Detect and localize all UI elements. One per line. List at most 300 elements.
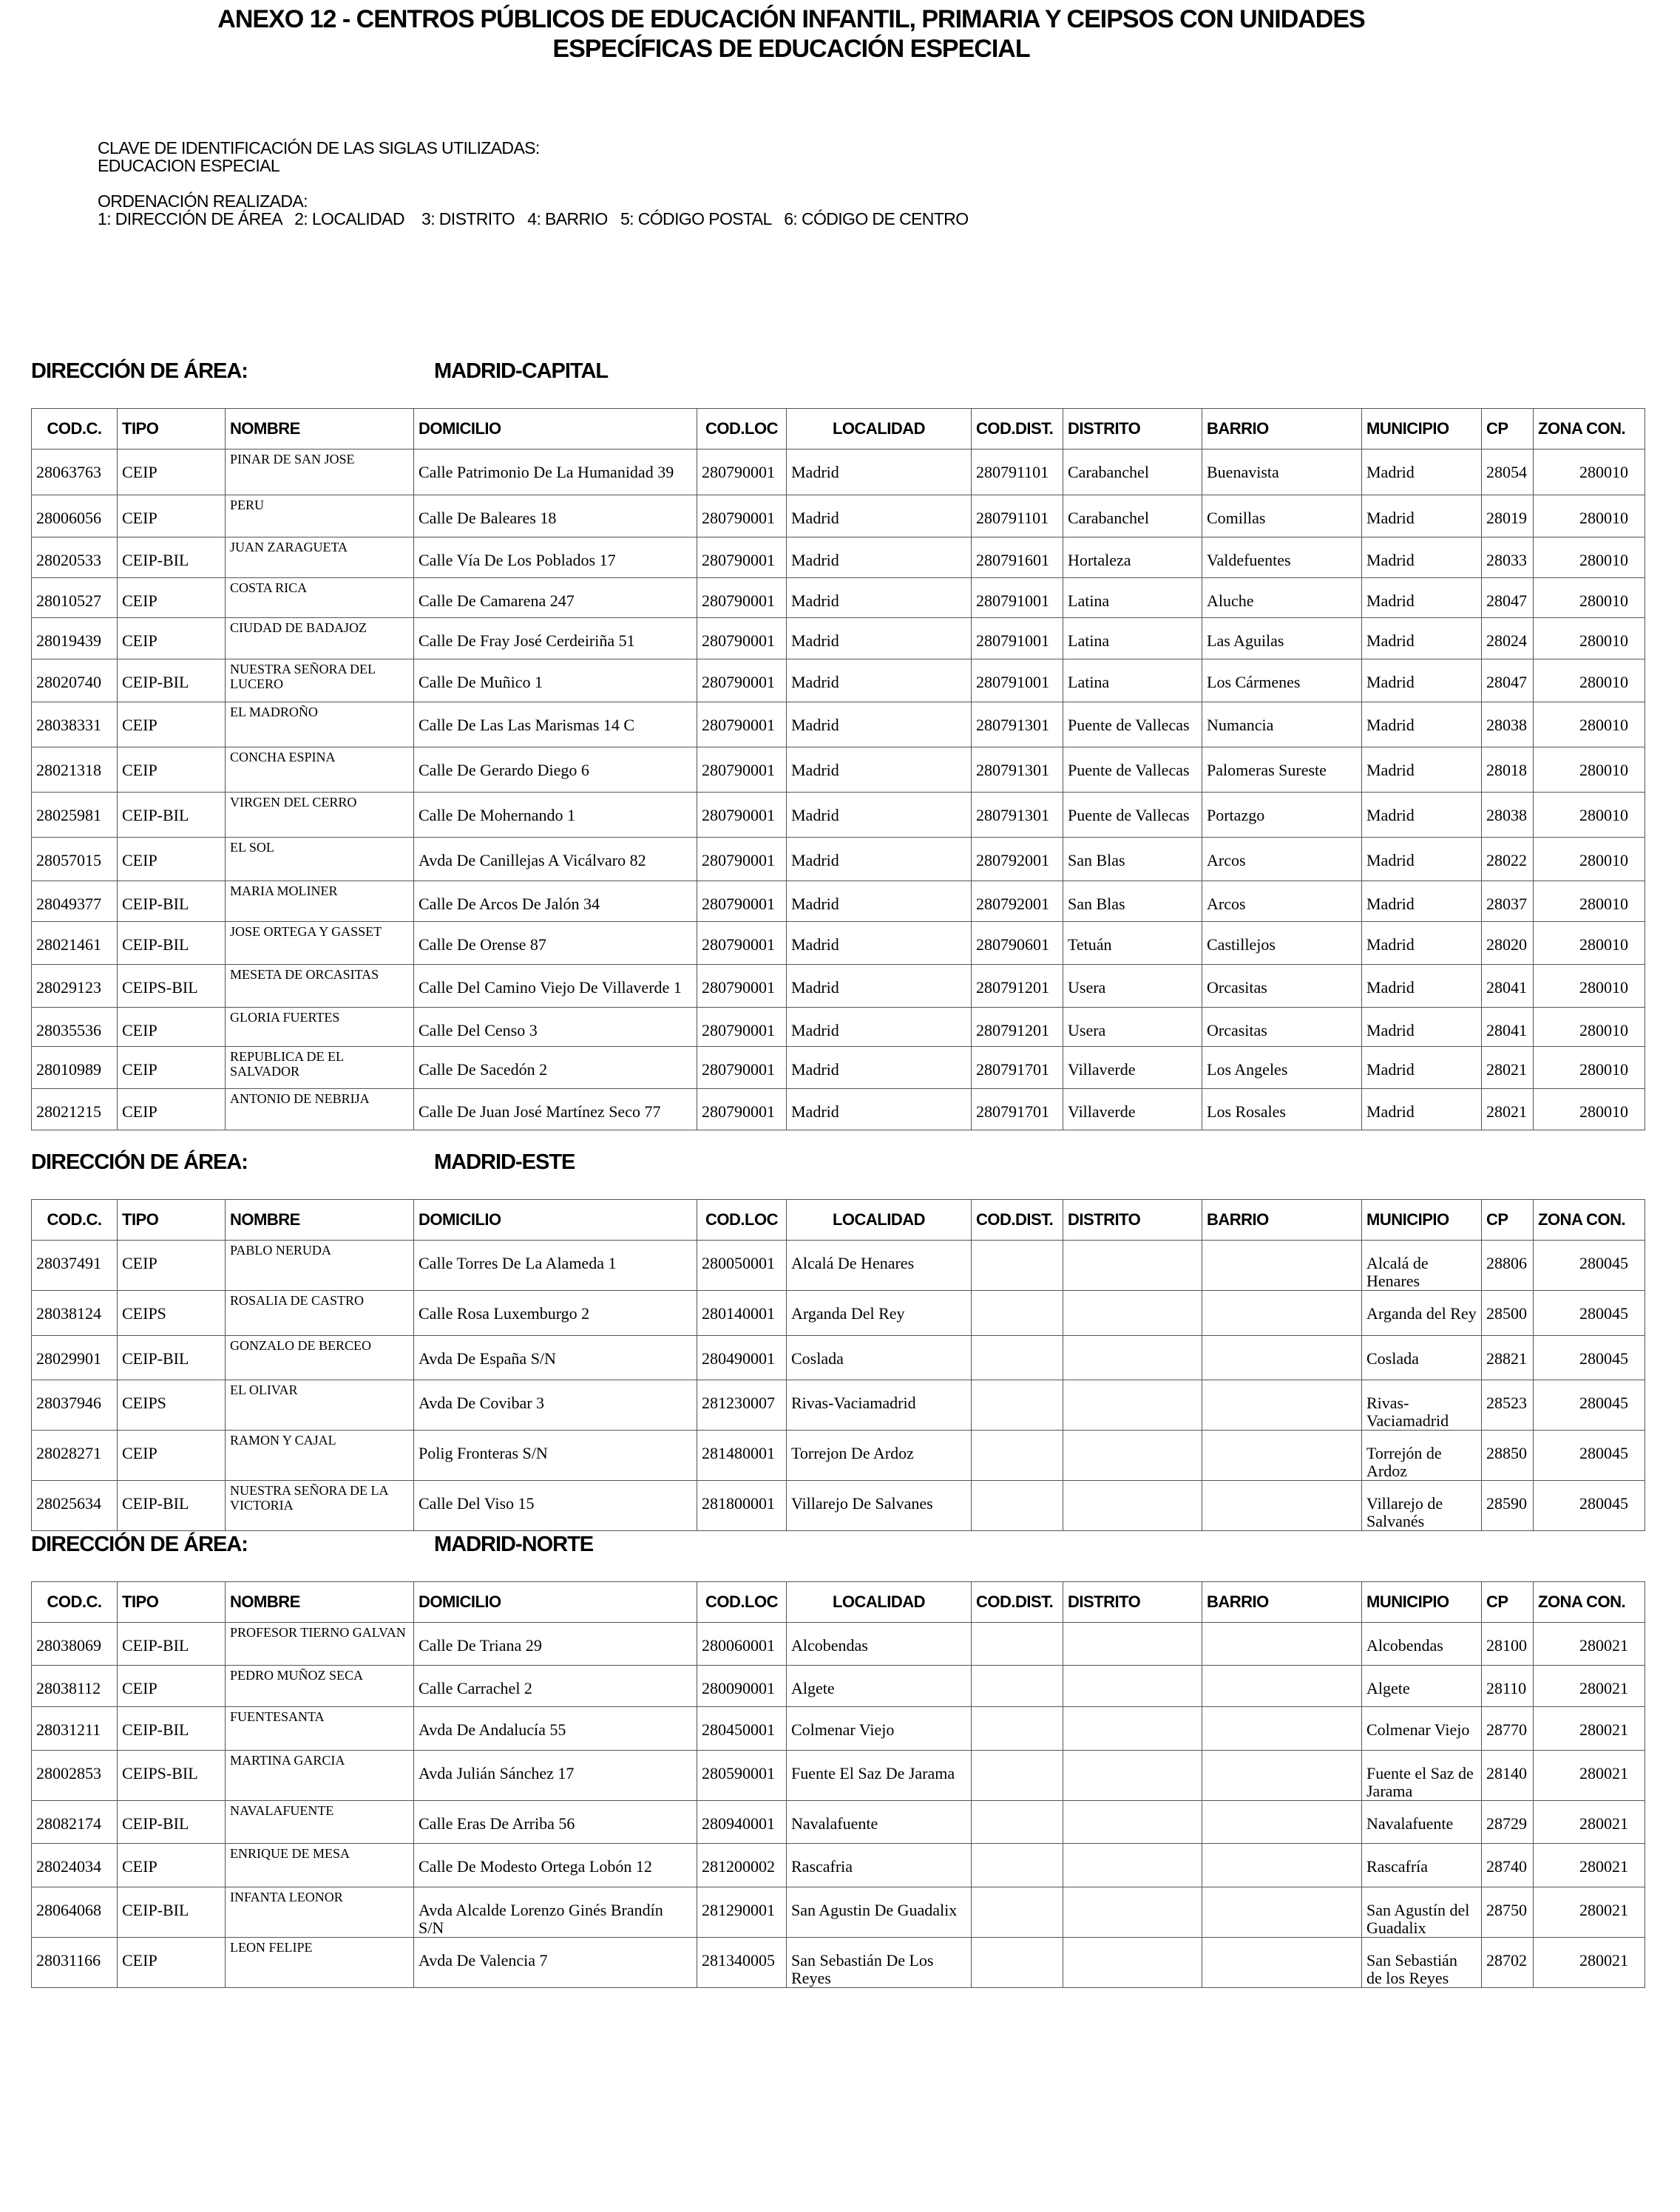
cell-cod-c: 28021318	[32, 747, 118, 793]
column-header-municipio: MUNICIPIO	[1362, 1582, 1482, 1623]
cell-municipio: Madrid	[1362, 1089, 1482, 1130]
cell-domicilio: Calle De Orense 87	[414, 922, 697, 965]
cell-cod-dist: 280791301	[972, 702, 1063, 747]
cell-domicilio: Calle Torres De La Alameda 1	[414, 1241, 697, 1291]
cell-localidad: Colmenar Viejo	[787, 1707, 972, 1751]
cell-nombre: EL SOL	[226, 838, 414, 881]
cell-zona-con: 280010	[1534, 1089, 1645, 1130]
cell-tipo: CEIP-BIL	[118, 922, 226, 965]
cell-cp: 28041	[1482, 1008, 1534, 1047]
cell-barrio	[1202, 1666, 1362, 1707]
cell-localidad: Alcalá De Henares	[787, 1241, 972, 1291]
cell-tipo: CEIPS-BIL	[118, 965, 226, 1008]
cell-municipio: Coslada	[1362, 1336, 1482, 1380]
column-header-distrito: DISTRITO	[1063, 1200, 1202, 1241]
cell-cod-loc: 280790001	[697, 965, 787, 1008]
cell-cod-loc: 280790001	[697, 618, 787, 659]
cell-municipio: Navalafuente	[1362, 1801, 1482, 1844]
cell-cp: 28100	[1482, 1623, 1534, 1666]
cell-cod-c: 28082174	[32, 1801, 118, 1844]
cell-cp: 28047	[1482, 659, 1534, 702]
area-heading	[31, 1533, 594, 1557]
cell-cp: 28038	[1482, 702, 1534, 747]
cell-cod-dist: 280790601	[972, 922, 1063, 965]
cell-municipio: Alcobendas	[1362, 1623, 1482, 1666]
cell-cp: 28729	[1482, 1801, 1534, 1844]
cell-municipio: Madrid	[1362, 578, 1482, 618]
table-header-row	[32, 1200, 1645, 1241]
cell-municipio: Rivas-Vaciamadrid	[1362, 1380, 1482, 1431]
cell-domicilio: Calle De Camarena 247	[414, 578, 697, 618]
cell-zona-con: 280021	[1534, 1801, 1645, 1844]
column-header-localidad: LOCALIDAD	[787, 409, 972, 449]
cell-municipio: Madrid	[1362, 449, 1482, 495]
cell-cod-c: 28010989	[32, 1047, 118, 1089]
cell-localidad: Madrid	[787, 1008, 972, 1047]
cell-localidad: Torrejon De Ardoz	[787, 1431, 972, 1481]
cell-domicilio: Avda Alcalde Lorenzo Ginés Brandín S/N	[414, 1887, 697, 1938]
table-row	[32, 922, 1645, 965]
cell-tipo: CEIP	[118, 495, 226, 537]
cell-cod-dist: 280791201	[972, 1008, 1063, 1047]
cell-tipo: CEIP-BIL	[118, 1623, 226, 1666]
cell-barrio	[1202, 1241, 1362, 1291]
cell-distrito: San Blas	[1063, 838, 1202, 881]
cell-barrio: Arcos	[1202, 881, 1362, 922]
cell-cod-c: 28037491	[32, 1241, 118, 1291]
cell-distrito	[1063, 1431, 1202, 1481]
cell-cp: 28850	[1482, 1431, 1534, 1481]
cell-tipo: CEIP	[118, 618, 226, 659]
column-header-nombre: NOMBRE	[226, 1200, 414, 1241]
area-label: DIRECCIÓN DE ÁREA:	[31, 359, 248, 383]
cell-cod-dist: 280791101	[972, 495, 1063, 537]
cell-cod-dist: 280791001	[972, 578, 1063, 618]
cell-municipio: Madrid	[1362, 702, 1482, 747]
table-row	[32, 1241, 1645, 1291]
cell-cod-c: 28021215	[32, 1089, 118, 1130]
title-line-1: ANEXO 12 - CENTROS PÚBLICOS DE EDUCACIÓN INFANTIL, PRIMARIA Y CEIPSOS CON UNIDADES	[217, 5, 1365, 33]
table-row	[32, 1666, 1645, 1707]
cell-cp: 28019	[1482, 495, 1534, 537]
column-header-localidad: LOCALIDAD	[787, 1200, 972, 1241]
legend-clave: CLAVE DE IDENTIFICACIÓN DE LAS SIGLAS UTILIZADAS:	[98, 138, 540, 157]
cell-domicilio: Calle Del Camino Viejo De Villaverde 1	[414, 965, 697, 1008]
cell-localidad: Algete	[787, 1666, 972, 1707]
cell-cp: 28821	[1482, 1336, 1534, 1380]
cell-cod-dist: 280791001	[972, 618, 1063, 659]
cell-municipio: Fuente el Saz de Jarama	[1362, 1751, 1482, 1801]
column-header-tipo: TIPO	[118, 1200, 226, 1241]
cell-cod-loc: 280450001	[697, 1707, 787, 1751]
cell-cod-dist: 280792001	[972, 838, 1063, 881]
cell-tipo: CEIP-BIL	[118, 1336, 226, 1380]
cell-domicilio: Calle De Baleares 18	[414, 495, 697, 537]
cell-cod-c: 28035536	[32, 1008, 118, 1047]
cell-distrito	[1063, 1666, 1202, 1707]
cell-distrito: Usera	[1063, 965, 1202, 1008]
legend-ordenacion: ORDENACIÓN REALIZADA:	[98, 191, 308, 211]
cell-cp: 28750	[1482, 1887, 1534, 1938]
cell-cod-loc: 280940001	[697, 1801, 787, 1844]
cell-cod-dist	[972, 1938, 1063, 1988]
cell-cod-dist	[972, 1801, 1063, 1844]
cell-distrito: Hortaleza	[1063, 537, 1202, 578]
cell-barrio: Los Angeles	[1202, 1047, 1362, 1089]
cell-localidad: Madrid	[787, 449, 972, 495]
cell-municipio: Rascafría	[1362, 1844, 1482, 1887]
cell-zona-con: 280010	[1534, 747, 1645, 793]
cell-cod-dist: 280791301	[972, 793, 1063, 838]
cell-cod-c: 28031211	[32, 1707, 118, 1751]
cell-distrito	[1063, 1801, 1202, 1844]
cell-barrio: Valdefuentes	[1202, 537, 1362, 578]
table-row	[32, 747, 1645, 793]
column-header-nombre: NOMBRE	[226, 409, 414, 449]
cell-cod-c: 28038112	[32, 1666, 118, 1707]
cell-localidad: Navalafuente	[787, 1801, 972, 1844]
cell-tipo: CEIP	[118, 747, 226, 793]
cell-distrito: Villaverde	[1063, 1089, 1202, 1130]
table-row	[32, 1707, 1645, 1751]
cell-barrio: Palomeras Sureste	[1202, 747, 1362, 793]
cell-localidad: Madrid	[787, 793, 972, 838]
cell-barrio: Buenavista	[1202, 449, 1362, 495]
cell-zona-con: 280045	[1534, 1431, 1645, 1481]
cell-cod-loc: 280790001	[697, 793, 787, 838]
cell-cod-c: 28006056	[32, 495, 118, 537]
table-row	[32, 1089, 1645, 1130]
cell-distrito: Usera	[1063, 1008, 1202, 1047]
cell-tipo: CEIP-BIL	[118, 1801, 226, 1844]
cell-cod-c: 28038124	[32, 1291, 118, 1336]
table-row	[32, 1008, 1645, 1047]
cell-nombre: NUESTRA SEÑORA DEL LUCERO	[226, 659, 414, 702]
table-row	[32, 1336, 1645, 1380]
cell-domicilio: Calle Del Censo 3	[414, 1008, 697, 1047]
cell-nombre: ROSALIA DE CASTRO	[226, 1291, 414, 1336]
cell-cod-c: 28063763	[32, 449, 118, 495]
cell-cod-dist: 280791701	[972, 1047, 1063, 1089]
cell-nombre: CONCHA ESPINA	[226, 747, 414, 793]
cell-nombre: GONZALO DE BERCEO	[226, 1336, 414, 1380]
cell-cod-c: 28020533	[32, 537, 118, 578]
cell-zona-con: 280010	[1534, 881, 1645, 922]
cell-tipo: CEIP-BIL	[118, 537, 226, 578]
table-row	[32, 793, 1645, 838]
cell-cp: 28021	[1482, 1047, 1534, 1089]
column-header-tipo: TIPO	[118, 1582, 226, 1623]
cell-municipio: Torrejón de Ardoz	[1362, 1431, 1482, 1481]
area-label: DIRECCIÓN DE ÁREA:	[31, 1533, 248, 1556]
table-row	[32, 1844, 1645, 1887]
area-value: MADRID-NORTE	[434, 1533, 594, 1556]
cell-zona-con: 280021	[1534, 1887, 1645, 1938]
cell-localidad: Madrid	[787, 747, 972, 793]
table-row	[32, 618, 1645, 659]
cell-zona-con: 280010	[1534, 578, 1645, 618]
column-header-cp: CP	[1482, 409, 1534, 449]
cell-distrito	[1063, 1844, 1202, 1887]
cell-cod-dist	[972, 1844, 1063, 1887]
cell-barrio: Las Aguilas	[1202, 618, 1362, 659]
cell-cod-dist: 280792001	[972, 881, 1063, 922]
cell-cod-dist: 280791701	[972, 1089, 1063, 1130]
cell-cod-c: 28037946	[32, 1380, 118, 1431]
cell-cod-dist	[972, 1623, 1063, 1666]
cell-tipo: CEIP-BIL	[118, 881, 226, 922]
cell-domicilio: Calle De Modesto Ortega Lobón 12	[414, 1844, 697, 1887]
area-heading	[31, 1150, 575, 1175]
cell-localidad: Madrid	[787, 618, 972, 659]
cell-cp: 28140	[1482, 1751, 1534, 1801]
cell-cod-loc: 280790001	[697, 659, 787, 702]
column-header-zona-con: ZONA CON.	[1534, 409, 1645, 449]
cell-localidad: Madrid	[787, 881, 972, 922]
cell-localidad: Alcobendas	[787, 1623, 972, 1666]
column-header-domicilio: DOMICILIO	[414, 1582, 697, 1623]
cell-tipo: CEIP-BIL	[118, 659, 226, 702]
column-header-cod-dist: COD.DIST.	[972, 1200, 1063, 1241]
cell-barrio: Los Rosales	[1202, 1089, 1362, 1130]
cell-cod-loc: 280790001	[697, 578, 787, 618]
cell-municipio: Madrid	[1362, 1047, 1482, 1089]
column-header-cp: CP	[1482, 1200, 1534, 1241]
legend-orden: 1: DIRECCIÓN DE ÁREA 2: LOCALIDAD 3: DISTRITO 4: BARRIO 5: CÓDIGO POSTAL 6: CÓDIGO DE CENTRO	[98, 209, 969, 228]
cell-localidad: San Sebastián De Los Reyes	[787, 1938, 972, 1988]
cell-distrito	[1063, 1241, 1202, 1291]
cell-municipio: San Sebastián de los Reyes	[1362, 1938, 1482, 1988]
column-header-barrio: BARRIO	[1202, 1582, 1362, 1623]
cell-cod-dist	[972, 1666, 1063, 1707]
cell-tipo: CEIPS-BIL	[118, 1751, 226, 1801]
cell-cod-c: 28025634	[32, 1481, 118, 1531]
cell-nombre: INFANTA LEONOR	[226, 1887, 414, 1938]
cell-cod-c: 28019439	[32, 618, 118, 659]
cell-barrio	[1202, 1707, 1362, 1751]
cell-cod-c: 28049377	[32, 881, 118, 922]
table-row	[32, 1623, 1645, 1666]
cell-distrito: Latina	[1063, 578, 1202, 618]
cell-cp: 28022	[1482, 838, 1534, 881]
cell-cod-loc: 280490001	[697, 1336, 787, 1380]
cell-distrito: Puente de Vallecas	[1063, 747, 1202, 793]
cell-localidad: Arganda Del Rey	[787, 1291, 972, 1336]
cell-municipio: Colmenar Viejo	[1362, 1707, 1482, 1751]
cell-distrito: Puente de Vallecas	[1063, 793, 1202, 838]
table-row	[32, 838, 1645, 881]
cell-cod-loc: 280790001	[697, 838, 787, 881]
cell-municipio: Madrid	[1362, 1008, 1482, 1047]
cell-localidad: Rascafria	[787, 1844, 972, 1887]
cell-domicilio: Calle Rosa Luxemburgo 2	[414, 1291, 697, 1336]
cell-domicilio: Calle De Juan José Martínez Seco 77	[414, 1089, 697, 1130]
cell-nombre: MARIA MOLINER	[226, 881, 414, 922]
cell-nombre: PERU	[226, 495, 414, 537]
area-value: MADRID-CAPITAL	[434, 359, 609, 383]
table-row	[32, 1938, 1645, 1988]
cell-barrio: Comillas	[1202, 495, 1362, 537]
cell-barrio	[1202, 1623, 1362, 1666]
cell-distrito: Tetuán	[1063, 922, 1202, 965]
cell-cod-loc: 281800001	[697, 1481, 787, 1531]
cell-cp: 28523	[1482, 1380, 1534, 1431]
cell-nombre: VIRGEN DEL CERRO	[226, 793, 414, 838]
column-header-cod-loc: COD.LOC	[697, 1200, 787, 1241]
cell-barrio	[1202, 1751, 1362, 1801]
cell-barrio	[1202, 1887, 1362, 1938]
cell-municipio: Madrid	[1362, 922, 1482, 965]
table-row	[32, 1431, 1645, 1481]
cell-tipo: CEIP-BIL	[118, 793, 226, 838]
cell-cod-dist	[972, 1751, 1063, 1801]
cell-cod-loc: 280790001	[697, 881, 787, 922]
cell-nombre: PINAR DE SAN JOSE	[226, 449, 414, 495]
cell-cp: 28024	[1482, 618, 1534, 659]
cell-localidad: Coslada	[787, 1336, 972, 1380]
cell-localidad: Villarejo De Salvanes	[787, 1481, 972, 1531]
cell-distrito	[1063, 1623, 1202, 1666]
cell-cod-loc: 281230007	[697, 1380, 787, 1431]
cell-distrito	[1063, 1707, 1202, 1751]
cell-barrio: Orcasitas	[1202, 1008, 1362, 1047]
cell-zona-con: 280021	[1534, 1623, 1645, 1666]
cell-tipo: CEIP	[118, 1047, 226, 1089]
table-row	[32, 537, 1645, 578]
table-row	[32, 1481, 1645, 1531]
cell-nombre: REPUBLICA DE EL SALVADOR	[226, 1047, 414, 1089]
column-header-cod-c: COD.C.	[32, 1200, 118, 1241]
cell-domicilio: Calle Vía De Los Poblados 17	[414, 537, 697, 578]
cell-cod-loc: 280060001	[697, 1623, 787, 1666]
table-row	[32, 1801, 1645, 1844]
cell-localidad: Madrid	[787, 1047, 972, 1089]
schools-table	[31, 408, 1645, 1130]
cell-nombre: NAVALAFUENTE	[226, 1801, 414, 1844]
cell-tipo: CEIP	[118, 1666, 226, 1707]
document-title	[0, 4, 1582, 64]
cell-domicilio: Avda De Andalucía 55	[414, 1707, 697, 1751]
cell-distrito: San Blas	[1063, 881, 1202, 922]
cell-tipo: CEIP	[118, 578, 226, 618]
cell-cod-c: 28038069	[32, 1623, 118, 1666]
cell-domicilio: Calle De Gerardo Diego 6	[414, 747, 697, 793]
cell-tipo: CEIP-BIL	[118, 1707, 226, 1751]
cell-barrio	[1202, 1801, 1362, 1844]
cell-zona-con: 280010	[1534, 495, 1645, 537]
cell-tipo: CEIP	[118, 1008, 226, 1047]
cell-barrio: Numancia	[1202, 702, 1362, 747]
column-header-cod-dist: COD.DIST.	[972, 409, 1063, 449]
cell-zona-con: 280021	[1534, 1666, 1645, 1707]
cell-zona-con: 280010	[1534, 618, 1645, 659]
cell-localidad: Madrid	[787, 922, 972, 965]
table-row	[32, 702, 1645, 747]
cell-nombre: PEDRO MUÑOZ SECA	[226, 1666, 414, 1707]
cell-municipio: Madrid	[1362, 965, 1482, 1008]
cell-cp: 28041	[1482, 965, 1534, 1008]
cell-cod-loc: 281480001	[697, 1431, 787, 1481]
cell-localidad: Madrid	[787, 659, 972, 702]
cell-barrio: Orcasitas	[1202, 965, 1362, 1008]
cell-domicilio: Calle De Triana 29	[414, 1623, 697, 1666]
cell-cod-c: 28029901	[32, 1336, 118, 1380]
column-header-domicilio: DOMICILIO	[414, 409, 697, 449]
cell-nombre: COSTA RICA	[226, 578, 414, 618]
cell-cod-dist	[972, 1380, 1063, 1431]
cell-zona-con: 280010	[1534, 1047, 1645, 1089]
table-row	[32, 965, 1645, 1008]
cell-localidad: Madrid	[787, 702, 972, 747]
cell-domicilio: Calle Carrachel 2	[414, 1666, 697, 1707]
legend-block	[98, 139, 968, 228]
cell-cod-dist	[972, 1887, 1063, 1938]
column-header-municipio: MUNICIPIO	[1362, 1200, 1482, 1241]
cell-cp: 28770	[1482, 1707, 1534, 1751]
cell-distrito	[1063, 1481, 1202, 1531]
cell-distrito: Puente de Vallecas	[1063, 702, 1202, 747]
cell-nombre: EL MADROÑO	[226, 702, 414, 747]
table-row	[32, 1751, 1645, 1801]
cell-cp: 28047	[1482, 578, 1534, 618]
cell-municipio: Alcalá de Henares	[1362, 1241, 1482, 1291]
cell-domicilio: Calle De Fray José Cerdeiriña 51	[414, 618, 697, 659]
cell-localidad: Rivas-Vaciamadrid	[787, 1380, 972, 1431]
cell-cp: 28590	[1482, 1481, 1534, 1531]
cell-nombre: CIUDAD DE BADAJOZ	[226, 618, 414, 659]
cell-zona-con: 280021	[1534, 1844, 1645, 1887]
cell-zona-con: 280045	[1534, 1380, 1645, 1431]
cell-cod-c: 28038331	[32, 702, 118, 747]
cell-cod-c: 28031166	[32, 1938, 118, 1988]
cell-nombre: JOSE ORTEGA Y GASSET	[226, 922, 414, 965]
column-header-cod-c: COD.C.	[32, 1582, 118, 1623]
cell-barrio	[1202, 1431, 1362, 1481]
cell-cp: 28021	[1482, 1089, 1534, 1130]
area-value: MADRID-ESTE	[434, 1150, 575, 1174]
column-header-domicilio: DOMICILIO	[414, 1200, 697, 1241]
cell-cod-c: 28021461	[32, 922, 118, 965]
cell-cod-c: 28064068	[32, 1887, 118, 1938]
cell-domicilio: Calle Del Viso 15	[414, 1481, 697, 1531]
cell-tipo: CEIP	[118, 449, 226, 495]
cell-localidad: Madrid	[787, 537, 972, 578]
cell-cod-dist	[972, 1336, 1063, 1380]
cell-zona-con: 280010	[1534, 449, 1645, 495]
cell-barrio: Los Cármenes	[1202, 659, 1362, 702]
cell-domicilio: Avda De Canillejas A Vicálvaro 82	[414, 838, 697, 881]
cell-cod-loc: 280790001	[697, 495, 787, 537]
cell-cp: 28033	[1482, 537, 1534, 578]
cell-tipo: CEIP	[118, 1844, 226, 1887]
cell-barrio: Aluche	[1202, 578, 1362, 618]
table-row	[32, 1047, 1645, 1089]
cell-domicilio: Avda De Valencia 7	[414, 1938, 697, 1988]
cell-cod-c: 28057015	[32, 838, 118, 881]
cell-cod-loc: 280790001	[697, 1008, 787, 1047]
cell-cod-loc: 281290001	[697, 1887, 787, 1938]
cell-nombre: JUAN ZARAGUETA	[226, 537, 414, 578]
cell-barrio	[1202, 1291, 1362, 1336]
area-heading	[31, 359, 609, 384]
cell-localidad: Madrid	[787, 1089, 972, 1130]
cell-zona-con: 280045	[1534, 1336, 1645, 1380]
cell-zona-con: 280010	[1534, 659, 1645, 702]
cell-cod-loc: 280790001	[697, 747, 787, 793]
column-header-localidad: LOCALIDAD	[787, 1582, 972, 1623]
column-header-zona-con: ZONA CON.	[1534, 1582, 1645, 1623]
cell-localidad: Madrid	[787, 495, 972, 537]
